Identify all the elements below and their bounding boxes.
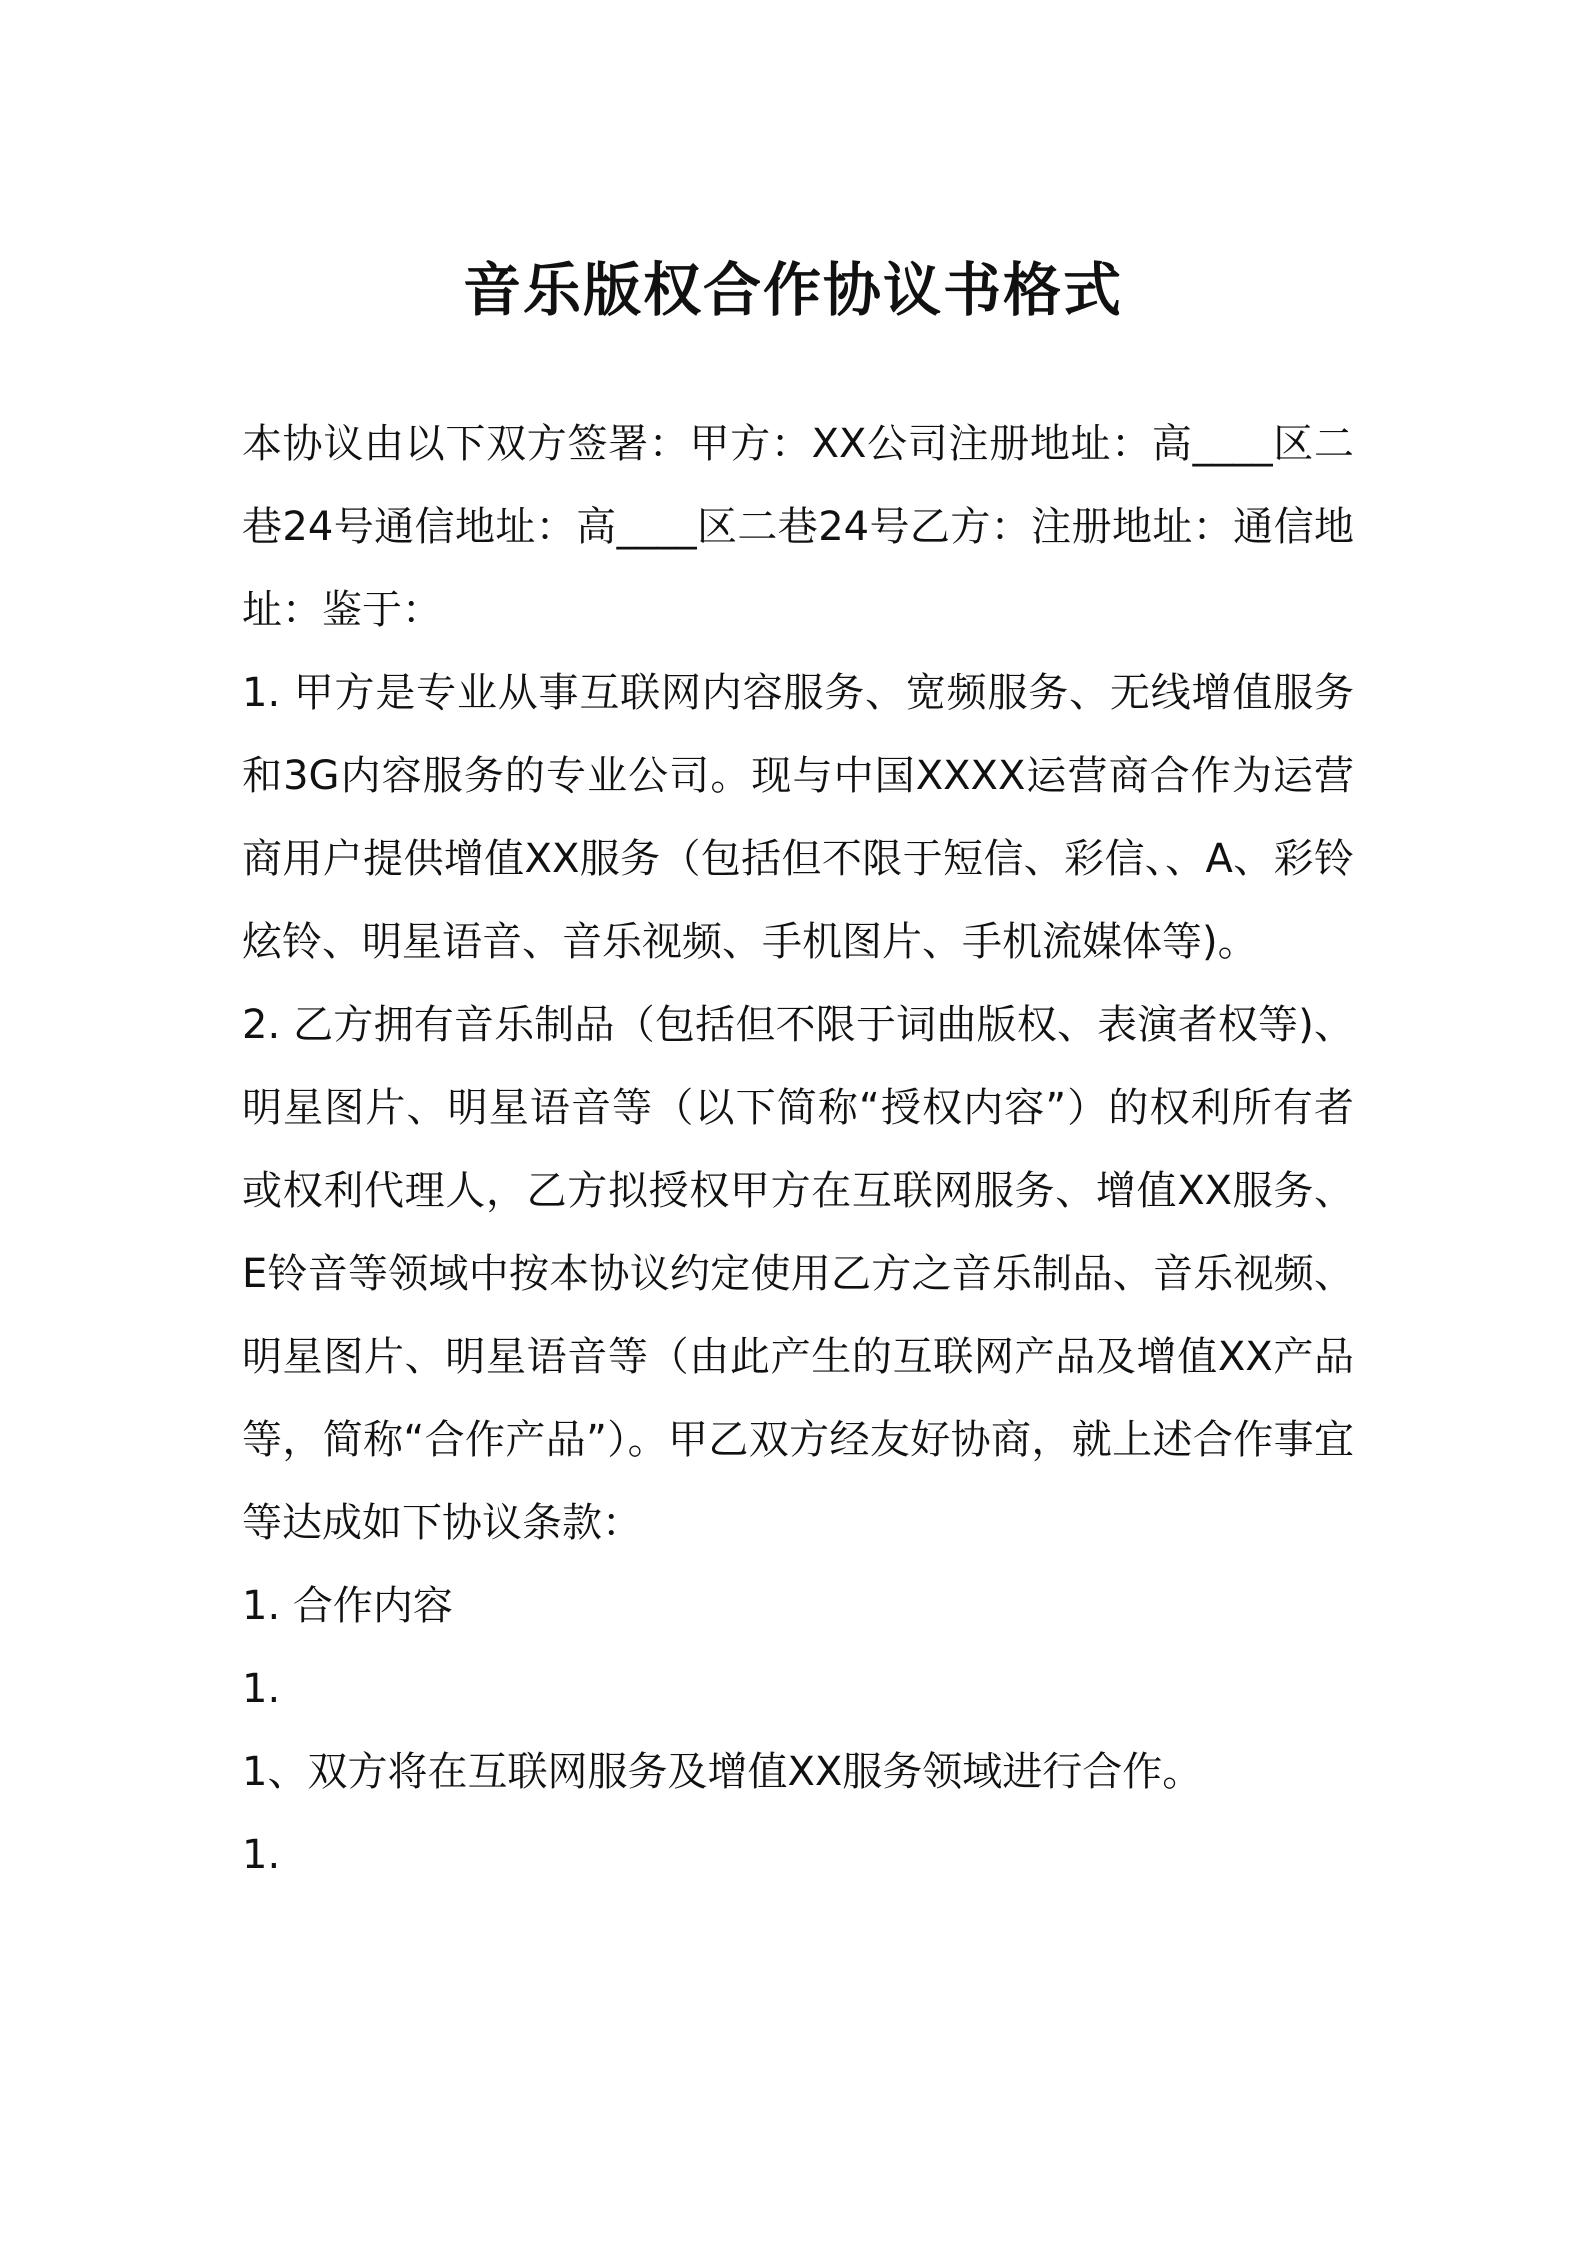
- intro-paragraph: 本协议由以下双方签署：甲方：XX公司注册地址：高____区二巷24号通信地址：高____区二巷24号乙方：注册地址：通信地址：鉴于：: [242, 421, 1354, 633]
- numbered-item: 1.: [242, 1666, 281, 1712]
- document-title: 音乐版权合作协议书格式: [462, 256, 1123, 324]
- recital-1-paragraph: 1. 甲方是专业从事互联网内容服务、宽频服务、无线增值服务和3G内容服务的专业公司。现与中国XXXX运营商合作为运营商用户提供增值XX服务（包括但不限于短信、彩信、、A、彩铃炫铃、明星语音、音乐视频、手机图片、手机流媒体等)。: [242, 670, 1354, 965]
- section-heading-cooperation: 1. 合作内容: [242, 1583, 453, 1629]
- clause-1-paragraph: 1、双方将在互联网服务及增值XX服务领域进行合作。: [242, 1749, 1203, 1795]
- numbered-item: 1.: [242, 1832, 281, 1878]
- document-body: [242, 403, 1354, 1897]
- recital-2-paragraph: 2. 乙方拥有音乐制品（包括但不限于词曲版权、表演者权等)、明星图片、明星语音等（以下简称“授权内容”）的权利所有者或权利代理人，乙方拟授权甲方在互联网服务、增值XX服务、E铃音等领域中按本协议约定使用乙方之音乐制品、音乐视频、明星图片、明星语音等（由此产生的互联网产品及增值XX产品等，简称“合作产品”）。甲乙双方经友好协商，就上述合作事宜等达成如下协议条款：: [242, 1002, 1354, 1546]
